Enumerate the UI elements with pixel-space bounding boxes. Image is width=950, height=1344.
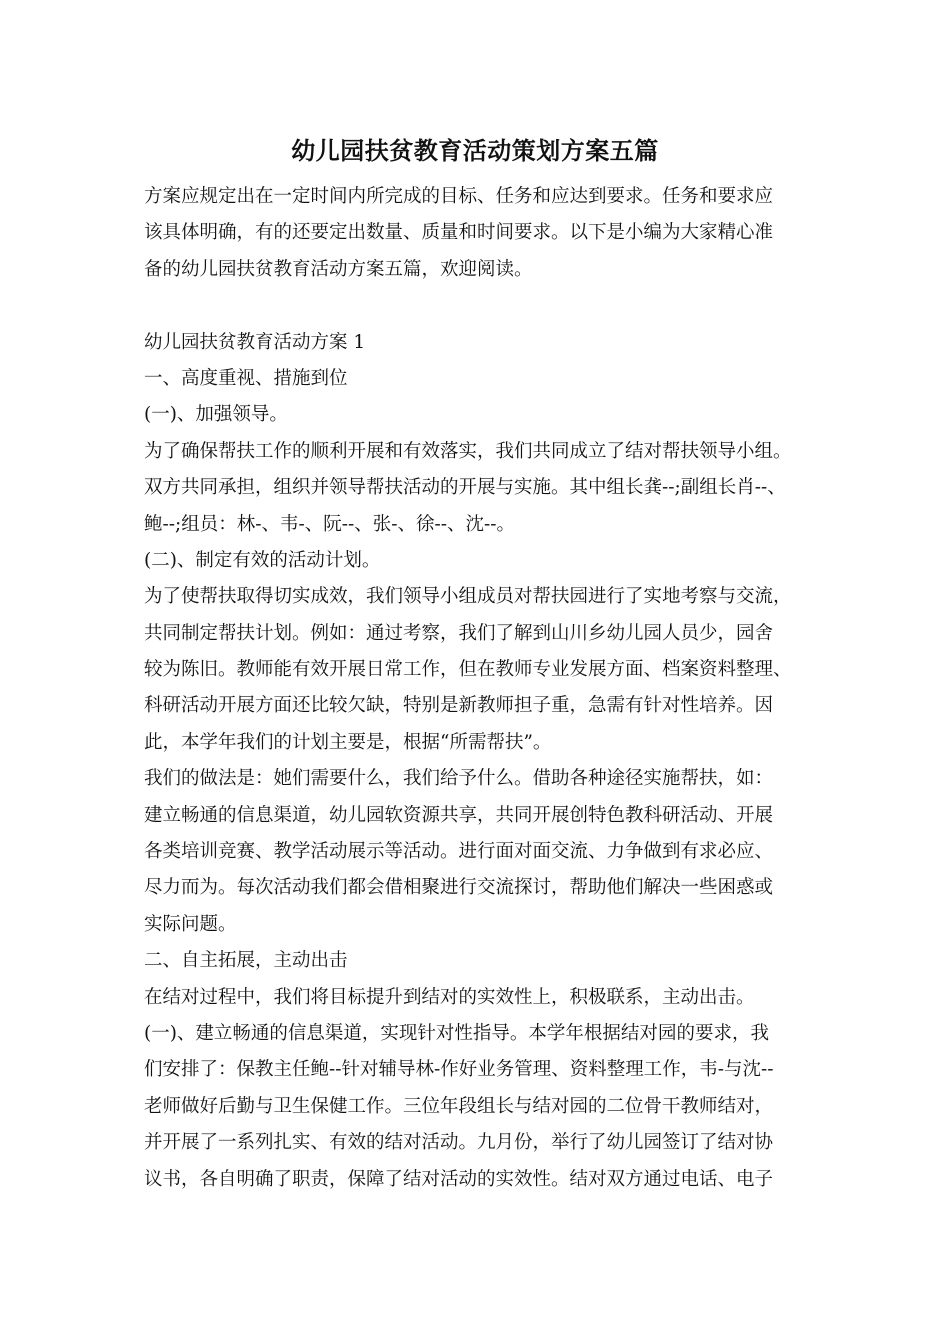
text-line: 较为陈旧。教师能有效开展日常工作，但在教师专业发展方面、档案资料整理、: [144, 659, 792, 681]
text-line: 各类培训竞赛、教学活动展示等活动。进行面对面交流、力争做到有求必应、: [144, 841, 774, 863]
text-line: (二)、制定有效的活动计划。: [144, 549, 381, 571]
text-line: (一)、建立畅通的信息渠道，实现针对性指导。本学年根据结对园的要求，我: [144, 1022, 769, 1044]
text-line: 该具体明确，有的还要定出数量、质量和时间要求。以下是小编为大家精心准: [144, 222, 774, 244]
text-line: 在结对过程中，我们将目标提升到结对的实效性上，积极联系，主动出击。: [144, 986, 755, 1008]
text-line: 建立畅通的信息渠道，幼儿园软资源共享，共同开展创特色教科研活动、开展: [144, 804, 774, 826]
text-line: 为了确保帮扶工作的顺利开展和有效落实，我们共同成立了结对帮扶领导小组。: [144, 440, 792, 462]
text-line: 议书，各自明确了职责，保障了结对活动的实效性。结对双方通过电话、电子: [144, 1168, 774, 1190]
document-body: [144, 179, 816, 1198]
text-line: 共同制定帮扶计划。例如：通过考察，我们了解到山川乡幼儿园人员少，园舍: [144, 622, 774, 644]
text-line: 们安排了：保教主任鲍--针对辅导林-作好业务管理、资料整理工作，韦-与沈--: [144, 1059, 774, 1081]
text-line: 此，本学年我们的计划主要是，根据“所需帮扶”。: [144, 731, 552, 753]
text-line: 并开展了一系列扎实、有效的结对活动。九月份，举行了幼儿园签订了结对协: [144, 1132, 774, 1154]
text-line: 幼儿园扶贫教育活动方案 1: [144, 331, 366, 353]
text-line: 鲍--;组员：林-、韦-、阮--、张-、徐--、沈--。: [144, 513, 515, 535]
text-line: 老师做好后勤与卫生保健工作。三位年段组长与结对园的二位骨干教师结对，: [144, 1095, 774, 1117]
text-line: 我们的做法是：她们需要什么，我们给予什么。借助各种途径实施帮扶，如：: [144, 768, 774, 790]
text-line: 科研活动开展方面还比较欠缺，特别是新教师担子重，急需有针对性培养。因: [144, 695, 774, 717]
text-line: 方案应规定出在一定时间内所完成的目标、任务和应达到要求。任务和要求应: [144, 186, 774, 207]
text-line: 备的幼儿园扶贫教育活动方案五篇，欢迎阅读。: [144, 258, 533, 280]
text-line: (一)、加强领导。: [144, 404, 288, 426]
text-line: 双方共同承担，组织并领导帮扶活动的开展与实施。其中组长龚--;副组长肖--、: [144, 477, 786, 499]
text-line: 二、自主拓展，主动出击: [144, 950, 348, 972]
document-title: 幼儿园扶贫教育活动策划方案五篇: [291, 136, 659, 165]
text-line: 一、高度重视、措施到位: [144, 367, 348, 389]
text-line: 实际问题。: [144, 913, 237, 935]
blank-line: [144, 288, 816, 324]
text-line: 为了使帮扶取得切实成效，我们领导小组成员对帮扶园进行了实地考察与交流，: [144, 586, 792, 608]
text-line: 尽力而为。每次活动我们都会借相聚进行交流探讨，帮助他们解决一些困惑或: [144, 877, 774, 899]
